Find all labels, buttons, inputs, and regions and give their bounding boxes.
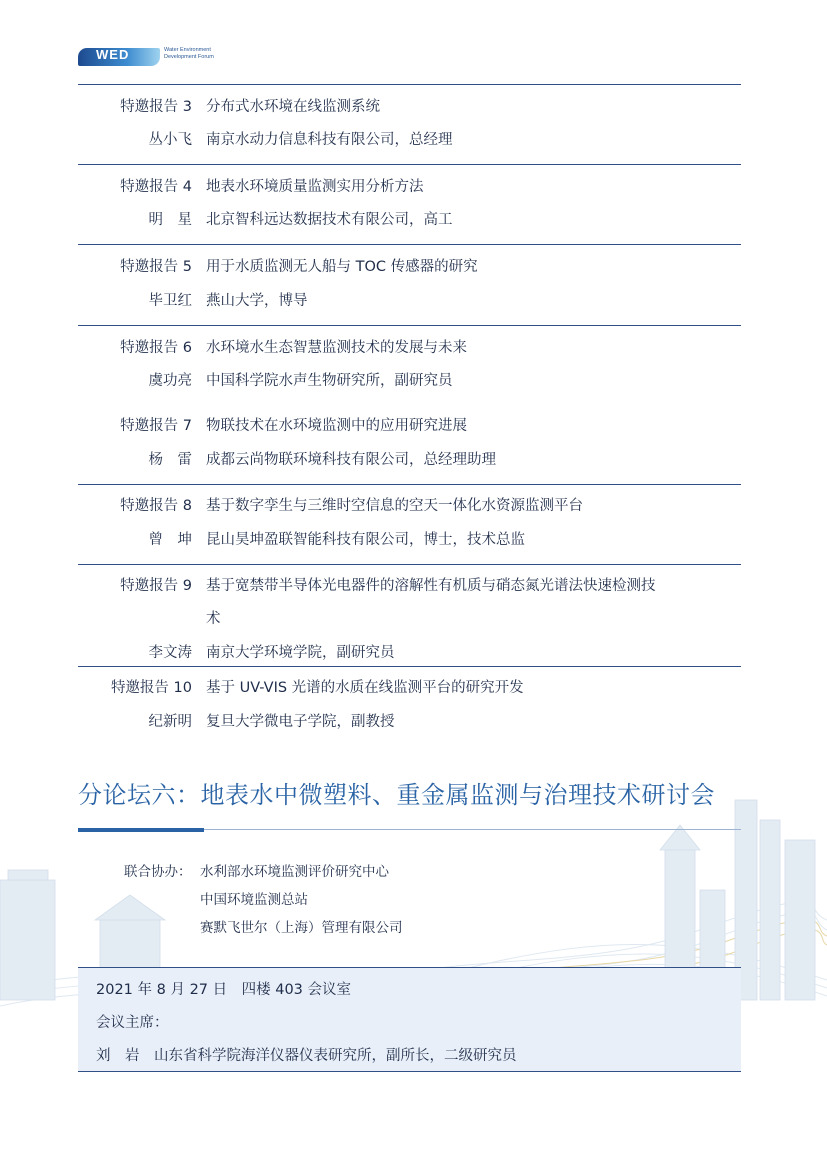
row-divider (78, 484, 741, 485)
report-label: 特邀报告 10 (110, 680, 192, 696)
report-title: 基于 UV-VIS 光谱的水质在线监测平台的研究开发 (206, 680, 524, 696)
session-datetime: 2021 年 8 月 27 日 四楼 403 会议室 (96, 982, 352, 998)
coop-label: 联合协办： (124, 864, 192, 880)
row-divider (78, 164, 741, 165)
row-divider (78, 666, 741, 667)
chair-label: 会议主席： (96, 1015, 169, 1031)
forum-logo (78, 44, 218, 70)
row-divider (78, 564, 741, 565)
coop-org: 水利部水环境监测评价研究中心 (200, 864, 389, 880)
coop-org: 赛默飞世尔（上海）管理有限公司 (200, 920, 403, 936)
row-divider (78, 244, 741, 245)
speaker-affiliation: 南京水动力信息科技有限公司，总经理 (206, 132, 453, 148)
report-label: 特邀报告 5 (120, 259, 192, 275)
forum-title: 分论坛六：地表水中微塑料、重金属监测与治理技术研讨会 (78, 781, 715, 809)
speaker-affiliation: 复旦大学微电子学院，副教授 (206, 714, 395, 730)
speaker-name: 纪新明 (148, 714, 192, 730)
report-title: 基于数字孪生与三维时空信息的空天一体化水资源监测平台 (206, 498, 583, 514)
speaker-affiliation: 成都云尚物联环境科技有限公司，总经理助理 (206, 452, 496, 468)
report-label: 特邀报告 3 (120, 99, 192, 115)
report-label: 特邀报告 6 (120, 340, 192, 356)
report-label: 特邀报告 8 (120, 498, 192, 514)
speaker-name: 虞功亮 (148, 373, 192, 389)
logo-letters: WED (96, 47, 130, 62)
speaker-affiliation: 北京智科远达数据技术有限公司，高工 (206, 212, 453, 228)
report-title: 用于水质监测无人船与 TOC 传感器的研究 (206, 259, 478, 275)
report-label: 特邀报告 4 (120, 179, 192, 195)
report-title-continued: 术 (206, 611, 221, 627)
top-divider (78, 84, 741, 85)
chair-person: 刘 岩 山东省科学院海洋仪器仪表研究所，副所长，二级研究员 (96, 1048, 517, 1064)
report-title: 基于宽禁带半导体光电器件的溶解性有机质与硝态氮光谱法快速检测技 (206, 578, 656, 594)
report-label: 特邀报告 7 (120, 418, 192, 434)
coop-org: 中国环境监测总站 (200, 892, 308, 908)
speaker-name: 杨 雷 (148, 452, 192, 468)
speaker-name: 曾 坤 (148, 532, 192, 548)
report-title: 地表水环境质量监测实用分析方法 (206, 179, 424, 195)
title-rule (204, 829, 741, 830)
speaker-affiliation: 燕山大学，博导 (206, 293, 308, 309)
speaker-affiliation: 昆山昊坤盈联智能科技有限公司，博士，技术总监 (206, 532, 525, 548)
speaker-name: 丛小飞 (148, 132, 192, 148)
speaker-affiliation: 南京大学环境学院，副研究员 (206, 645, 395, 661)
report-title: 物联技术在水环境监测中的应用研究进展 (206, 418, 467, 434)
report-label: 特邀报告 9 (120, 578, 192, 594)
report-title: 水环境水生态智慧监测技术的发展与未来 (206, 340, 467, 356)
report-title: 分布式水环境在线监测系统 (206, 99, 380, 115)
speaker-affiliation: 中国科学院水声生物研究所，副研究员 (206, 373, 453, 389)
speaker-name: 毕卫红 (148, 293, 192, 309)
title-accent-bar (78, 828, 204, 832)
logo-subtitle: Water Environment Development Forum (164, 47, 214, 60)
row-divider (78, 325, 741, 326)
speaker-name: 明 星 (148, 212, 192, 228)
speaker-name: 李文涛 (148, 645, 192, 661)
